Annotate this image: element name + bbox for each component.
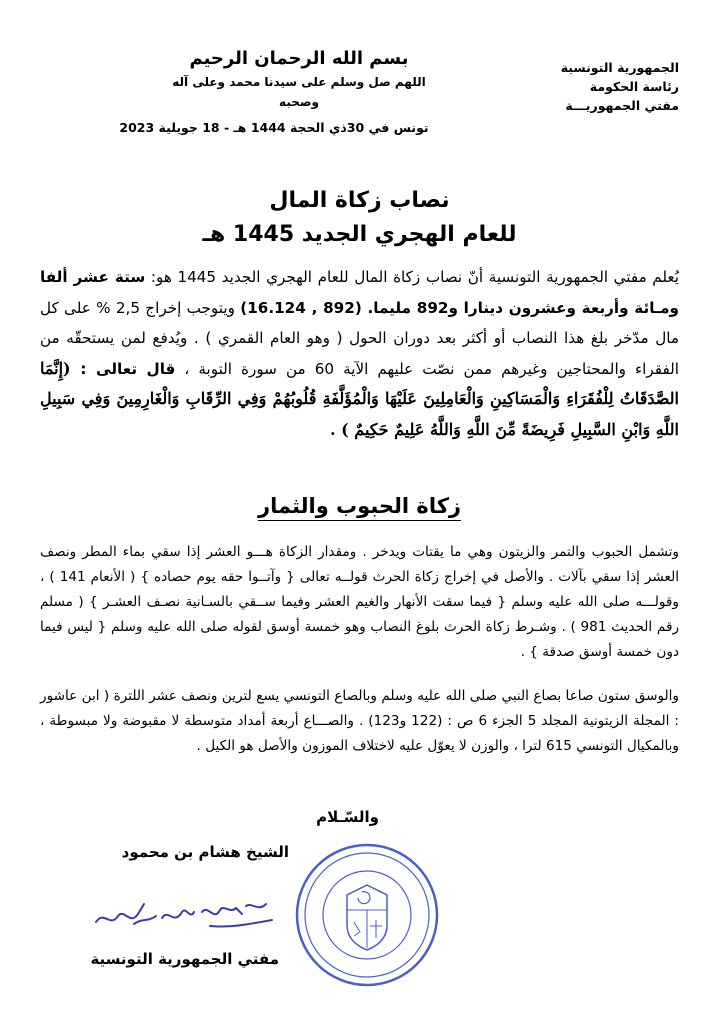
section-title: زكاة الحبوب والثمار (60, 494, 659, 518)
document-date: تونس في 30ذي الحجة 1444 هـ - 18 جويلية 2023 (119, 120, 429, 135)
official-seal (292, 840, 442, 990)
salat-line: اللهم صل وسلم على سيدنا محمد وعلى آله وصحبه (172, 75, 426, 109)
header-invocation (169, 46, 429, 112)
nisab-amount: ستة عشر ألفا ومـائة وأربعة وعشرون دينارا و892 مليما. (892 , 16.124) (40, 268, 679, 317)
closing-salam: والسّـلام (316, 808, 379, 826)
basmala: بسم الله الرحمان الرحيم (189, 48, 409, 69)
verse-intro: قال تعالى : (80, 359, 176, 378)
header-institution (529, 58, 679, 115)
wasq-paragraph: والوسق ستون صاعا بصاع النبي صلى الله عليه وسلم وبالصاع التونسي يسع لترين ونصف عشر اللترة ( ابن عاشور : المجلة الزيتونية المجلد 5 الجزء 6 ص : (122 و123) . والصـــاع أربعة أمداد متوسطة لا مقبوضة ولا مبسوطة ، وبالمكيال التونسي 615 لترا ، والوزن لا يعوّل عليه لاختلاف الموزون والأصل هو الكيل . (40, 688, 679, 754)
document-subtitle: للعام الهجري الجديد 1445 هـ (202, 222, 517, 247)
nisab-paragraph (40, 262, 679, 445)
header-mufti: مفتي الجمهوريـــة (565, 98, 679, 113)
nisab-intro: يُعلم مفتي الجمهورية التونسية أنّ نصاب زكاة المال للعام الهجري الجديد 1445 هو: (145, 268, 679, 286)
grains-paragraph: وتشمل الحبوب والتمر والزيتون وهي ما يقتات ويدخر . ومقدار الزكاة هـــو العشر إذا سقي بماء المطر ونصف العشر إذا سقي بآلات . والأصل في إخراج زكاة الحرث قولــه تعالى { وآتــوا حقه يوم حصاده } ( الأنعام 141 ) ، وقولـــه صلى الله عليه وسلم { فيما سقت الأنهار والغيم العشر وفيما ســقي بالسـانية نصـف العشـر } ( مسلم رقم الحديث 981 ) . وشـرط زكاة الحرث بلوغ النصاب وهو خمسة أوسق لقوله صلى الله عليه وسلم { ليس فيما دون خمسة أوسق صدقة } . (40, 544, 680, 660)
nisab-obligation: ويتوجب إخراج 2,5 % على كل مال مدّخر بلغ هذا النصاب أو أكثر بعد دوران الحول ( وهو العام القمري ) . ويُدفع لمن يستحقّه من الفقراء والمحتاجين وغيرهم ممن نصّت عليهم الآية 60 من سورة التوبة ، (40, 298, 679, 378)
header-country: الجمهورية التونسية (560, 60, 679, 75)
header-office: رئاسة الحكومة (589, 79, 679, 94)
document-title: نصاب زكاة المال (269, 188, 450, 213)
quran-verse: (إِنَّمَا الصَّدَقَاتُ لِلْفُقَرَاءِ وَالْمَسَاكِينِ وَالْعَامِلِينَ عَلَيْهَا وَالْمُؤَلَّفَةِ قُلُوبُهُمْ وَفِي الرِّقَابِ وَالْغَارِمِينَ وَفِي سَبِيلِ اللَّهِ وَابْنِ السَّبِيلِ فَرِيضَةً مِّنَ اللَّهِ وَاللَّهُ عَلِيمٌ حَكِيمٌ ) . (40, 358, 679, 439)
signatory-title: مفتي الجمهورية التونسية (90, 950, 279, 968)
handwritten-signature (90, 882, 280, 942)
signatory-name: الشيخ هشام بن محمود (121, 843, 289, 861)
